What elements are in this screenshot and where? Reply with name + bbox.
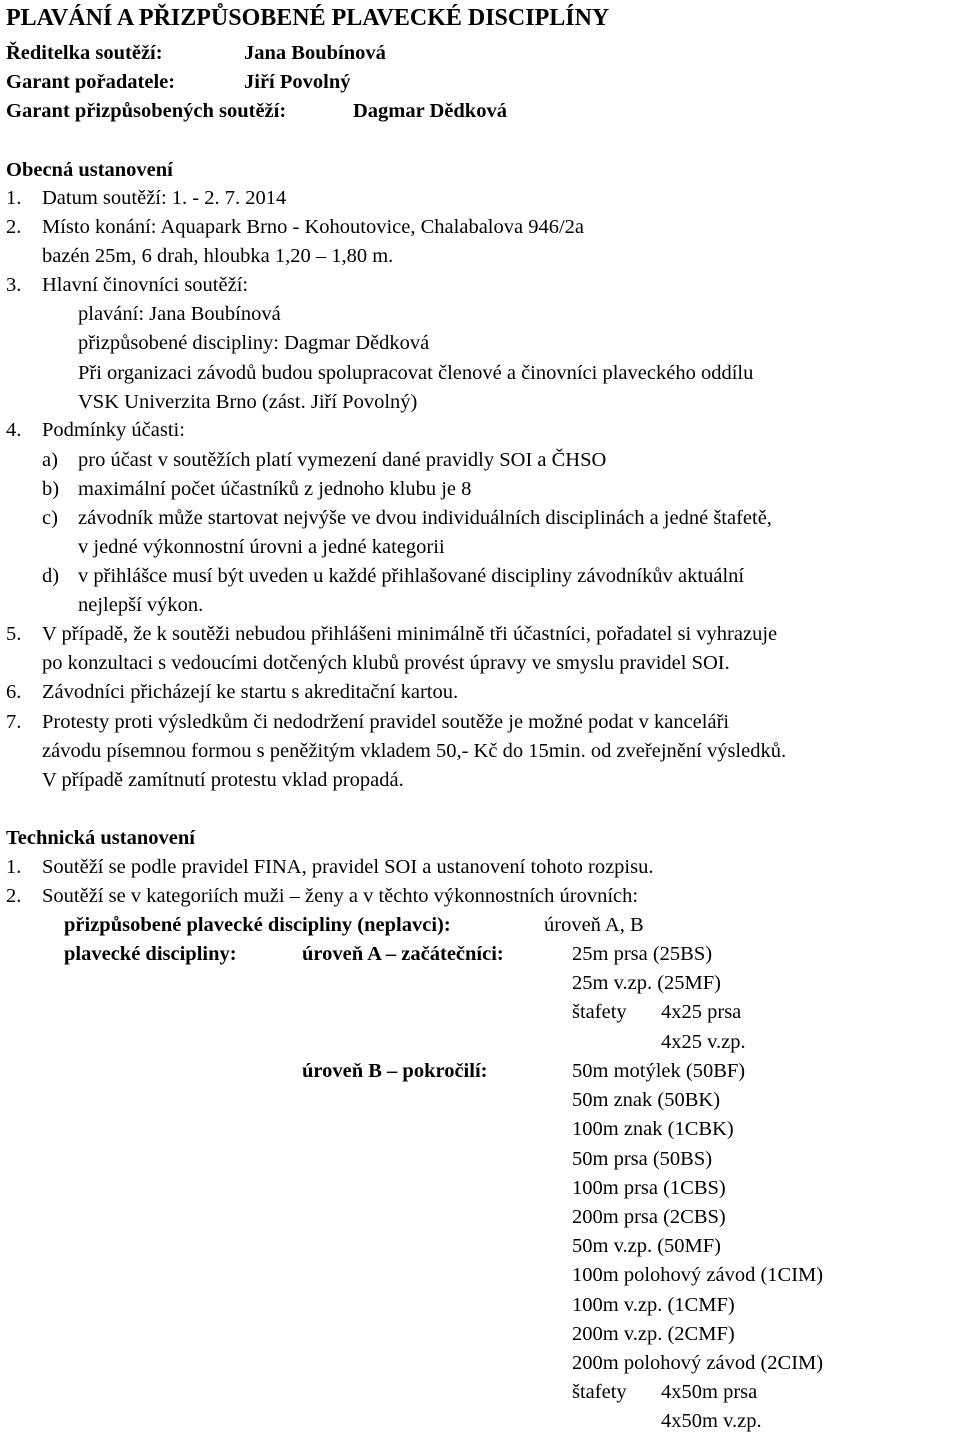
event-item: 200m v.zp. (2CMF) [572, 1323, 735, 1345]
item-number: 1. [6, 856, 22, 878]
item-text: V případě zamítnutí protestu vklad propadá. [42, 769, 404, 791]
event-item: 100m polohový závod (1CIM) [572, 1264, 824, 1286]
item-number: 6. [6, 681, 22, 703]
item-text: Závodníci přicházejí ke startu s akreditační kartou. [42, 681, 459, 703]
event-item: 200m polohový závod (2CIM) [572, 1352, 824, 1374]
item-number: 2. [6, 885, 22, 907]
item-letter: c) [42, 507, 58, 529]
item-text: v jedné výkonnostní úrovni a jedné kategorii [78, 536, 445, 558]
item-text: nejlepší výkon. [78, 594, 204, 616]
event-item: 100m prsa (1CBS) [572, 1177, 726, 1199]
item-text: Protesty proti výsledkům či nedodržení pravidel soutěže je možné podat v kanceláři [42, 711, 730, 733]
official-label: Garant přizpůsobených soutěží: [6, 100, 287, 122]
item-text: pro účast v soutěžích platí vymezení dané pravidly SOI a ČHSO [78, 449, 607, 471]
item-text: závodník může startovat nejvýše ve dvou individuálních disciplinách a jedné štafetě, [78, 507, 772, 529]
item-text: bazén 25m, 6 drah, hloubka 1,20 – 1,80 m. [42, 245, 394, 267]
level-a-label: úroveň A – začátečníci: [302, 943, 504, 965]
item-text: Podmínky účasti: [42, 419, 185, 441]
swim-disciplines-label: plavecké discipliny: [64, 943, 237, 965]
item-number: 4. [6, 419, 22, 441]
event-item: 100m v.zp. (1CMF) [572, 1294, 735, 1316]
item-text: v přihlášce musí být uveden u každé přihlašované discipliny závodníkův aktuální [78, 565, 745, 587]
item-text: po konzultaci s vedoucími dotčených klubů provést úpravy ve smyslu pravidel SOI. [42, 652, 730, 674]
item-text: Soutěží se v kategoriích muži – ženy a v těchto výkonnostních úrovních: [42, 885, 639, 907]
section-heading-general: Obecná ustanovení [6, 159, 173, 181]
section-heading-technical: Technická ustanovení [6, 827, 195, 849]
adapted-disciplines-value: úroveň A, B [544, 914, 644, 936]
relay-item: 4x50m v.zp. [661, 1410, 762, 1432]
item-letter: d) [42, 565, 60, 587]
item-text: Soutěží se podle pravidel FINA, pravidel SOI a ustanovení tohoto rozpisu. [42, 856, 654, 878]
item-text: Místo konání: Aquapark Brno - Kohoutovice, Chalabalova 946/2a [42, 216, 585, 238]
item-text: Při organizaci závodů budou spolupracovat členové a činovníci plaveckého oddílu [78, 362, 754, 384]
item-text: plavání: Jana Boubínová [78, 303, 281, 325]
relay-label: štafety [572, 1381, 627, 1403]
event-item: 50m prsa (50BS) [572, 1148, 713, 1170]
event-item: 200m prsa (2CBS) [572, 1206, 726, 1228]
event-item: 25m prsa (25BS) [572, 943, 713, 965]
relay-item: 4x50m prsa [661, 1381, 758, 1403]
official-name: Dagmar Dědková [353, 100, 507, 122]
official-label: Ředitelka soutěží: [6, 42, 163, 64]
event-item: 100m znak (1CBK) [572, 1118, 734, 1140]
document-title: PLAVÁNÍ A PŘIZPŮSOBENÉ PLAVECKÉ DISCIPLÍNY [6, 5, 610, 31]
adapted-disciplines-label: přizpůsobené plavecké discipliny (neplavci): [64, 914, 451, 936]
item-text: závodu písemnou formou s peněžitým vkladem 50,- Kč do 15min. od zveřejnění výsledků. [42, 740, 787, 762]
item-text: Hlavní činovníci soutěží: [42, 274, 249, 296]
item-number: 5. [6, 623, 22, 645]
item-text: maximální počet účastníků z jednoho klubu je 8 [78, 478, 472, 500]
event-item: 25m v.zp. (25MF) [572, 972, 721, 994]
item-number: 1. [6, 187, 22, 209]
official-name: Jiří Povolný [244, 71, 351, 93]
item-text: VSK Univerzita Brno (zást. Jiří Povolný) [78, 391, 418, 413]
item-number: 3. [6, 274, 22, 296]
item-number: 7. [6, 711, 22, 733]
item-text: V případě, že k soutěži nebudou přihlášeni minimálně tři účastníci, pořadatel si vyhrazuje [42, 623, 778, 645]
event-item: 50m motýlek (50BF) [572, 1060, 746, 1082]
item-letter: a) [42, 449, 58, 471]
official-label: Garant pořadatele: [6, 71, 176, 93]
relay-label: štafety [572, 1001, 627, 1023]
item-text: Datum soutěží: 1. - 2. 7. 2014 [42, 187, 287, 209]
official-name: Jana Boubínová [244, 42, 386, 64]
event-item: 50m v.zp. (50MF) [572, 1235, 721, 1257]
relay-item: 4x25 prsa [661, 1001, 742, 1023]
level-b-label: úroveň B – pokročilí: [302, 1060, 488, 1082]
item-letter: b) [42, 478, 60, 500]
item-text: přizpůsobené discipliny: Dagmar Dědková [78, 332, 430, 354]
relay-item: 4x25 v.zp. [661, 1031, 746, 1053]
event-item: 50m znak (50BK) [572, 1089, 721, 1111]
item-number: 2. [6, 216, 22, 238]
